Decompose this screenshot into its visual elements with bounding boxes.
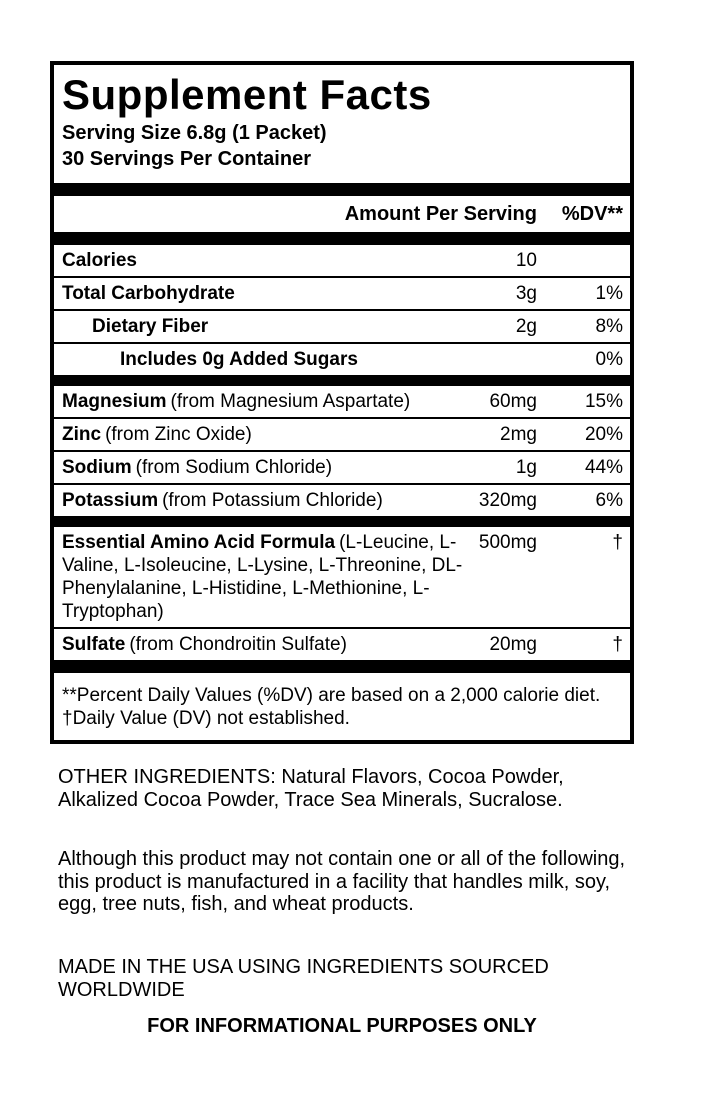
nutrient-dv: 15% <box>584 391 623 412</box>
nutrient-dv: 44% <box>584 457 623 478</box>
nutrient-dv: 1% <box>595 283 623 304</box>
nutrient-name: Dietary Fiber <box>92 316 209 337</box>
servings-per-container-text: 30 Servings Per Container <box>62 148 311 170</box>
supplement-facts-panel <box>50 61 634 744</box>
nutrient-section-macros <box>54 245 630 375</box>
nutrient-row-magnesium <box>54 386 630 417</box>
section-divider-bar <box>54 183 630 196</box>
nutrient-label <box>62 348 463 371</box>
amount-per-serving-header: Amount Per Serving <box>344 203 537 225</box>
nutrient-amount: 320mg <box>478 490 537 511</box>
nutrient-name: Magnesium <box>62 391 167 412</box>
nutrient-amount: 60mg <box>489 391 537 412</box>
nutrient-row-sulfate <box>54 627 630 660</box>
nutrient-name: Calories <box>62 250 137 271</box>
column-header-row <box>54 196 630 232</box>
nutrient-amount: 3g <box>515 283 537 304</box>
allergen-line: this product is manufactured in a facility that handles milk, soy, <box>58 870 611 893</box>
other-ingredients-text <box>58 766 658 811</box>
nutrient-name: Zinc <box>62 424 102 445</box>
nutrient-label <box>62 531 463 623</box>
nutrient-name: Essential Amino Acid Formula <box>62 532 336 553</box>
nutrient-dv: † <box>612 634 623 655</box>
other-ingredients-line: OTHER INGREDIENTS: Natural Flavors, Cocoa Powder, <box>58 766 564 788</box>
nutrient-dv: † <box>612 532 623 553</box>
nutrient-label <box>62 315 463 338</box>
allergen-line: egg, tree nuts, fish, and wheat products. <box>58 893 414 915</box>
nutrient-amount: 1g <box>515 457 537 478</box>
nutrient-amount: 2g <box>515 316 537 337</box>
nutrient-row-amino-formula <box>54 527 630 627</box>
section-divider-bar <box>54 375 630 386</box>
other-ingredients-line: Alkalized Cocoa Powder, Trace Sea Minerals, Sucralose. <box>58 788 563 811</box>
nutrient-row-calories <box>54 245 630 276</box>
nutrient-name: Sodium <box>62 457 132 478</box>
nutrient-amount: 20mg <box>489 634 537 655</box>
section-divider-bar <box>54 660 630 673</box>
informational-purposes-text: FOR INFORMATIONAL PURPOSES ONLY <box>147 1015 537 1037</box>
nutrient-dv: 6% <box>595 490 623 511</box>
nutrient-detail: (from Sodium Chloride) <box>135 457 333 478</box>
nutrient-amount: 10 <box>515 250 537 271</box>
nutrient-detail: (L-Leucine, L-Valine, L-Isoleucine, L-Lysine, L-Threonine, DL-Phenylalanine, L-Histidine, L-Methionine, L-Tryptophan) <box>62 532 463 622</box>
nutrient-amount: 2mg <box>500 424 537 445</box>
nutrient-label <box>62 456 463 479</box>
nutrient-name: Potassium <box>62 490 159 511</box>
footnote-percent-dv: **Percent Daily Values (%DV) are based on a 2,000 calorie diet. <box>62 685 601 706</box>
nutrient-row-dietary-fiber <box>54 309 630 342</box>
nutrient-label <box>62 633 463 656</box>
nutrient-amount: 500mg <box>478 532 537 553</box>
nutrient-name: Sulfate <box>62 634 126 655</box>
nutrient-name: Includes 0g Added Sugars <box>120 349 358 370</box>
nutrient-dv: 0% <box>595 349 623 370</box>
allergen-line: Although this product may not contain one or all of the following, <box>58 848 626 870</box>
nutrient-label <box>62 390 463 413</box>
section-divider-bar <box>54 516 630 527</box>
nutrient-row-added-sugars <box>54 342 630 375</box>
panel-title: Supplement Facts <box>62 71 432 118</box>
nutrient-detail: (from Zinc Oxide) <box>105 424 252 445</box>
nutrient-row-sodium <box>54 450 630 483</box>
serving-size-text: Serving Size 6.8g (1 Packet) <box>62 122 327 144</box>
nutrient-row-potassium <box>54 483 630 516</box>
nutrient-label <box>62 489 463 512</box>
nutrient-row-total-carbohydrate <box>54 276 630 309</box>
nutrient-row-zinc <box>54 417 630 450</box>
allergen-statement-text <box>58 848 658 916</box>
nutrient-detail: (from Chondroitin Sulfate) <box>129 634 347 655</box>
footnotes-block <box>54 673 630 740</box>
nutrient-name: Total Carbohydrate <box>62 283 235 304</box>
nutrient-dv: 20% <box>584 424 623 445</box>
nutrient-label <box>62 423 463 446</box>
made-in-usa-text: MADE IN THE USA USING INGREDIENTS SOURCED WORLDWIDE <box>58 956 549 1001</box>
percent-dv-header: %DV** <box>561 203 623 225</box>
nutrient-detail: (from Potassium Chloride) <box>162 490 383 511</box>
section-divider-bar <box>54 232 630 245</box>
nutrient-section-minerals <box>54 386 630 516</box>
nutrient-label <box>62 282 463 305</box>
nutrient-detail: (from Magnesium Aspartate) <box>170 391 411 412</box>
nutrient-dv: 8% <box>595 316 623 337</box>
nutrient-label <box>62 249 463 272</box>
nutrient-section-blend <box>54 527 630 660</box>
footnote-dagger: †Daily Value (DV) not established. <box>62 708 350 729</box>
